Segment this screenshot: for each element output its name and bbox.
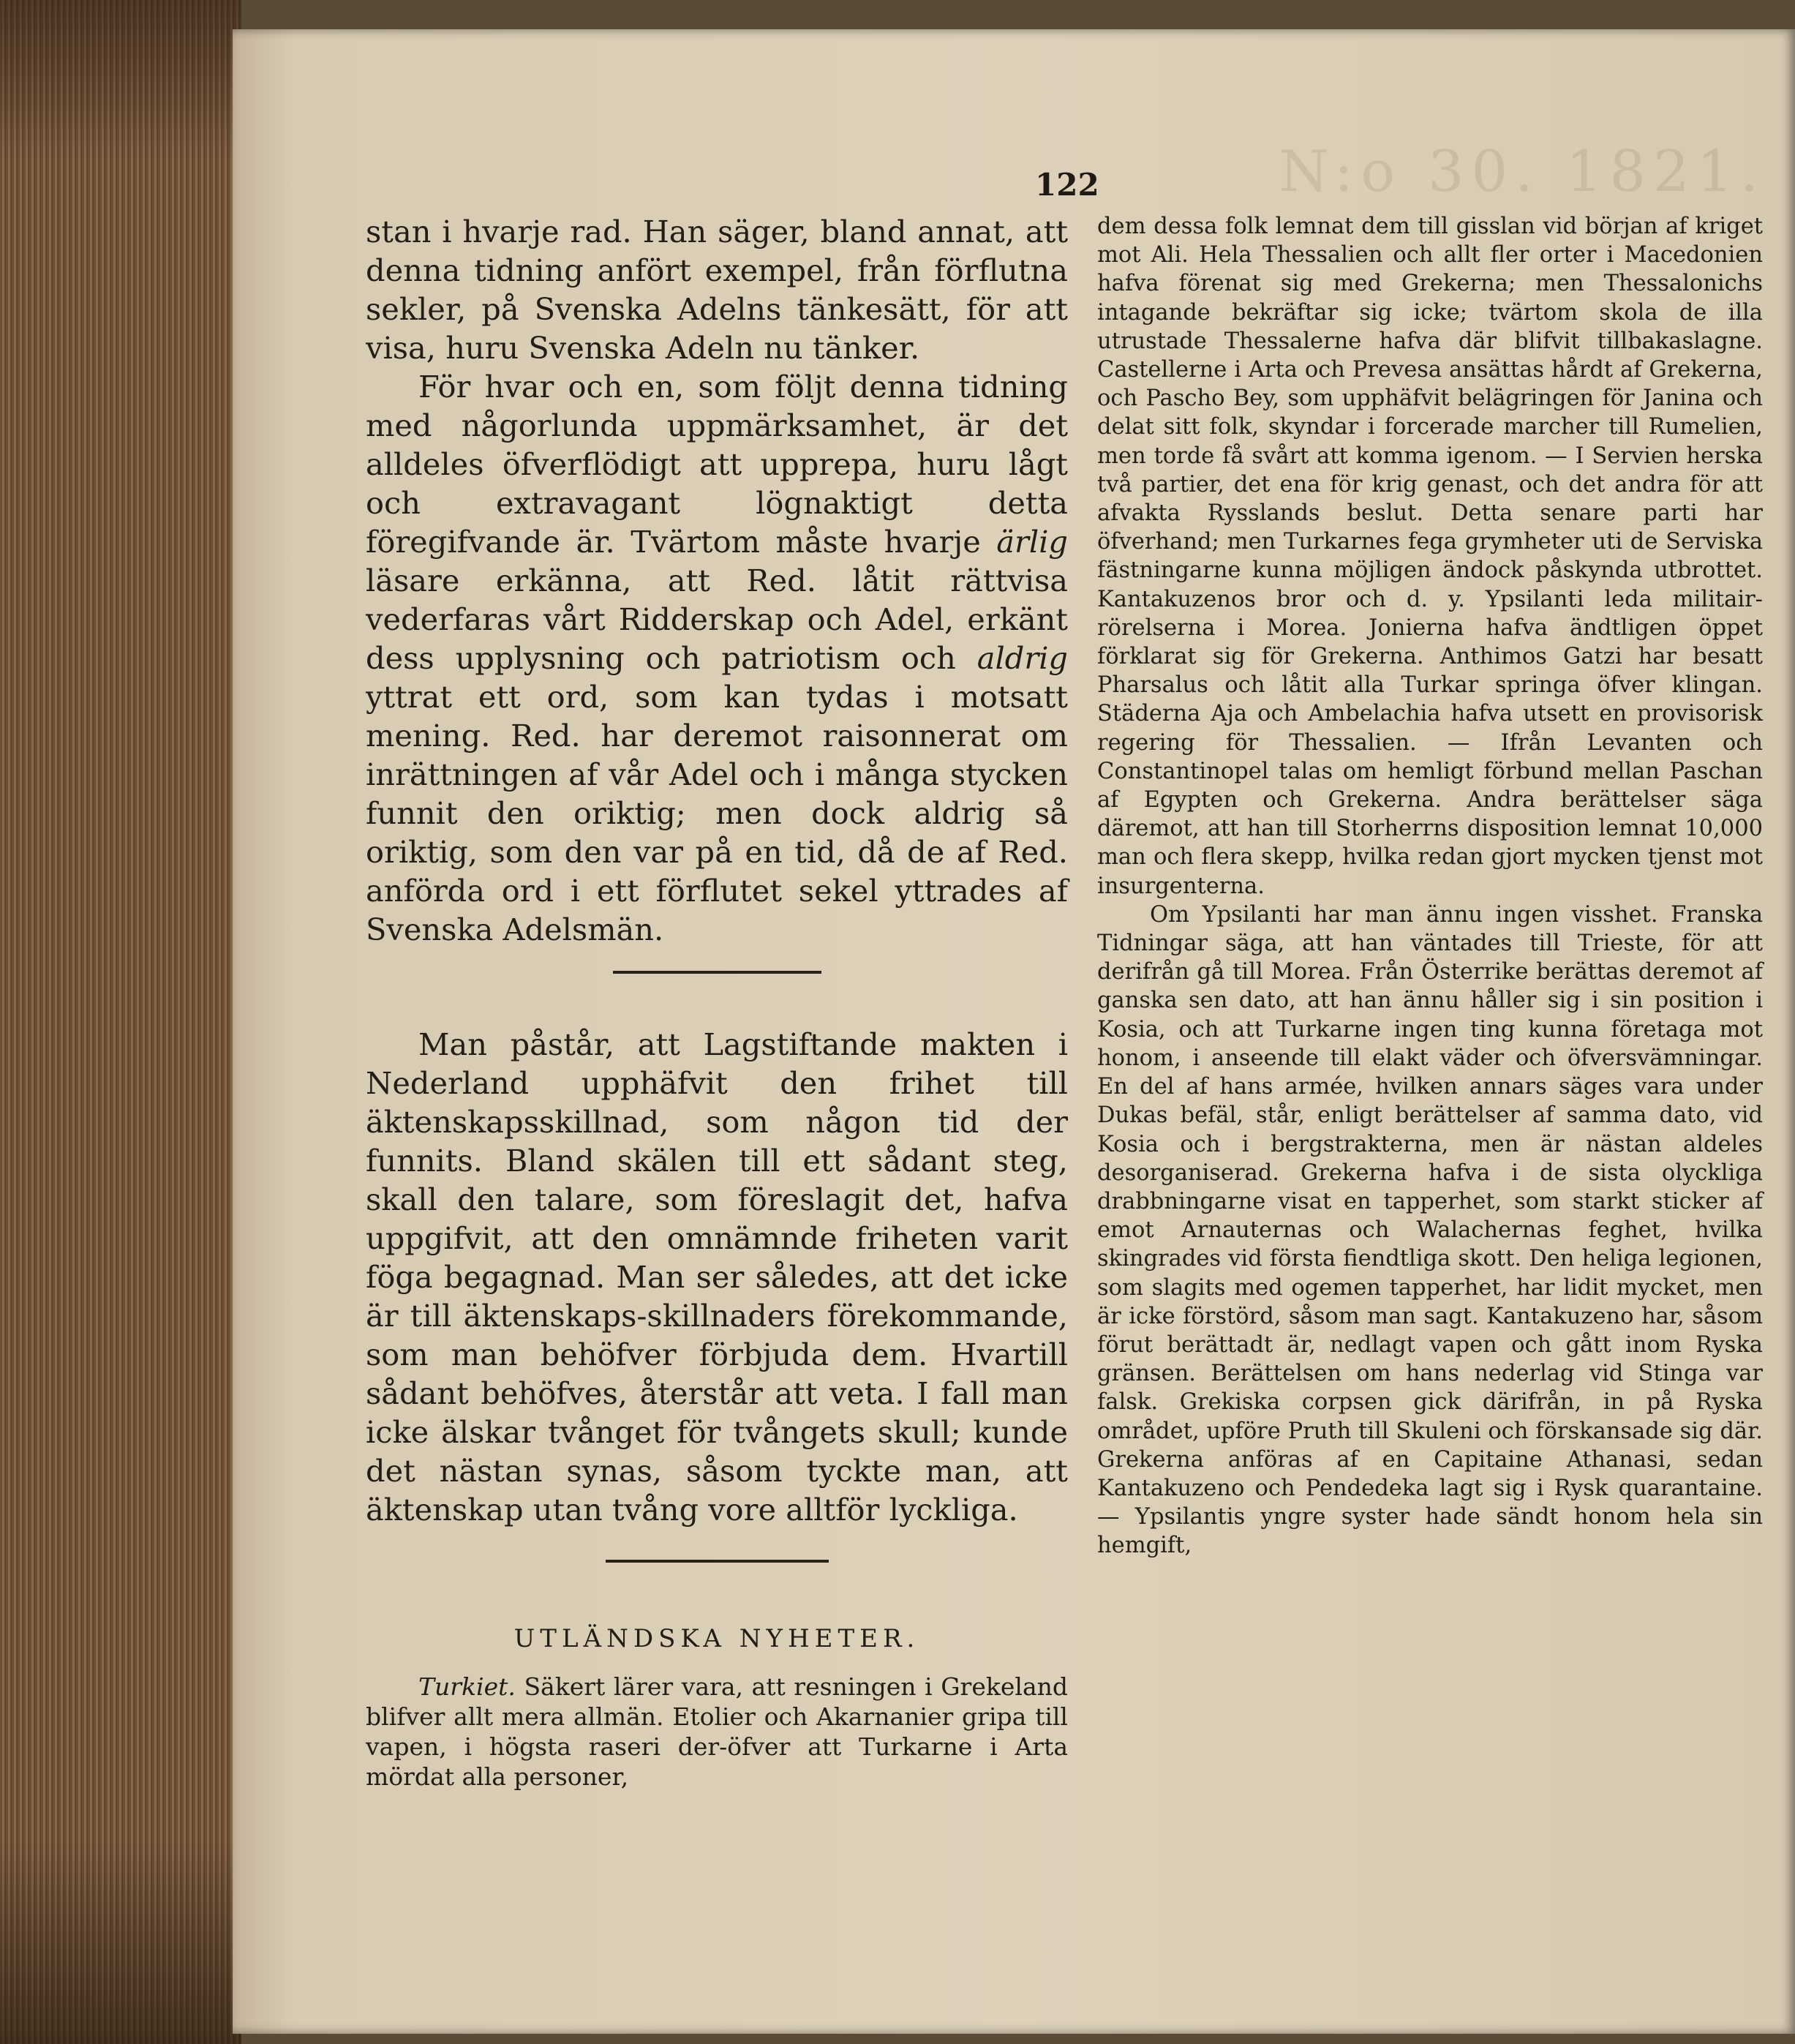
country-label: Turkiet.: [418, 1672, 516, 1701]
book-edge-shadow: [0, 0, 241, 2044]
left-column: [366, 212, 1068, 1792]
paragraph-left-4: Turkiet. Säkert lärer vara, att resningen i Grekeland blifver allt mera allmän. Etolier och Akarnanier gripa till vapen, i högsta raseri der-öfver att Turkarne i Arta mördat alla personer,: [366, 1672, 1068, 1791]
paragraph-right-2: Om Ypsilanti har man ännu ingen visshet. Franska Tidningar säga, att han väntades till Trieste, för att derifrån gå till Morea. Från Österrike berättas deremot af ganska sen dato, att han ännu håller sig i sin position i Kosia, och att Turkarne ingen ting kunna företaga mot honom, i anseende till elakt väder och öfversvämningar. En del af hans armée, hvilken annars säges vara under Dukas befäl, står, enligt berättelser af samma dato, vid Kosia och i bergstrakterna, men är nästan aldeles desorganiserad. Grekerna hafva i de sista olyckliga drabbningarne visat en tapperhet, som starkt sticker af emot Arnauternas och Walachernas feghet, hvilka skingrades vid första fiendtliga skott. Den heliga legionen, som slagits med ogemen tapperhet, har lidit mycket, men är icke förstörd, såsom man sagt. Kantakuzeno har, såsom förut berättadt är, nedlagt vapen och gått inom Ryska gränsen. Berättelsen om hans nederlag vid Stinga var falsk. Grekiska corpsen gick därifrån, in på Ryska området, upföre Pruth till Skuleni och förskansade sig där. Grekerna anföras af en Capitaine Athanasi, sedan Kantakuzeno och Pendedeka lagt sig i Rysk quarantaine. — Ypsilantis yngre syster hade sändt honom hela sin hemgift,: [1097, 901, 1763, 1559]
page-number: 122: [1035, 167, 1099, 203]
section-divider-2: [606, 1560, 829, 1563]
paragraph-right-1: dem dessa folk lemnat dem till gisslan vid början af kriget mot Ali. Hela Thessalien och allt fler orter i Macedonien hafva förenat sig med Grekerna; men Thessalonichs intagande bekräftar sig icke; tvärtom skola de illa utrustade Thessalerne hafva där blifvit tillbakaslagne. Castellerne i Arta och Prevesa ansättas hårdt af Grekerna, och Pascho Bey, som upphäfvit belägringen för Janina och delat sitt folk, skyndar i forcerade marcher till Rumelien, men torde få svårt att komma igenom. — I Servien herska två partier, det ena för krig genast, och det andra för att afvakta Rysslands beslut. Detta senare parti har öfverhand; men Turkarnes fega grymheter uti de Serviska fästningarne kunna möjligen ändock påskynda utbrottet. Kantakuzenos bror och d. y. Ypsilanti leda militair-rörelserna i Morea. Jonierna hafva ändtligen öppet förklarat sig för Grekerna. Anthimos Gatzi har besatt Pharsalus och låtit alla Turkar springa öfver klingan. Städerna Aja och Ambelachia hafva utsett en provisorisk regering för Thessalien. — Ifrån Levanten och Constantinopel talas om hemligt förbund mellan Paschan af Egypten och Grekerna. Andra berättelser säga däremot, att han till Storherrns disposition lemnat 10,000 man och flera skepp, hvilka redan gjort mycken tjenst mot insurgenterna.: [1097, 214, 1763, 899]
section-divider: [613, 971, 821, 974]
section-heading: UTLÄNDSKA NYHETER.: [513, 1624, 920, 1653]
paragraph-left-2: För hvar och en, som följt denna tidning med någorlunda uppmärksamhet, är det alldeles öfverflödigt att upprepa, huru lågt och extravagant lögnaktigt detta föregifvande är. Tvärtom måste hvarje ärlig läsare erkänna, att Red. låtit rättvisa vederfaras vårt Ridderskap och Adel, erkänt dess upplysning och patriotism och aldrig yttrat ett ord, som kan tydas i motsatt mening. Red. har deremot raisonnerat om inrättningen af vår Adel och i många stycken funnit den oriktig; men dock aldrig så oriktig, som den var på en tid, då de af Red. anförda ord i ett förflutet sekel yttrades af Svenska Adelsmän.: [366, 369, 1068, 947]
emphasis-arlig: ärlig: [996, 524, 1068, 560]
emphasis-aldrig: aldrig: [976, 640, 1068, 676]
faded-header: N:o 30. 1821.: [1279, 139, 1766, 205]
paragraph-left-3: Man påstår, att Lagstiftande makten i Nederland upphäfvit den frihet till äktenskapsskillnad, som någon tid der funnits. Bland skälen till ett sådant steg, skall den talare, som föreslagit det, hafva uppgifvit, att den omnämnde friheten varit föga begagnad. Man ser således, att det icke är till äktenskaps-skillnaders förekommande, som man behöfver förbjuda dem. Hvartill sådant behöfves, återstår att veta. I fall man icke älskar tvånget för tvångets skull; kunde det nästan synas, såsom tyckte man, att äktenskap utan tvång vore alltför lyckliga.: [366, 1026, 1068, 1528]
right-column: [1097, 212, 1763, 1560]
paragraph-left-1: stan i hvarje rad. Han säger, bland annat, att denna tidning anfört exempel, från förflutna sekler, på Svenska Adelns tänkesätt, för att visa, huru Svenska Adeln nu tänker.: [366, 214, 1068, 366]
